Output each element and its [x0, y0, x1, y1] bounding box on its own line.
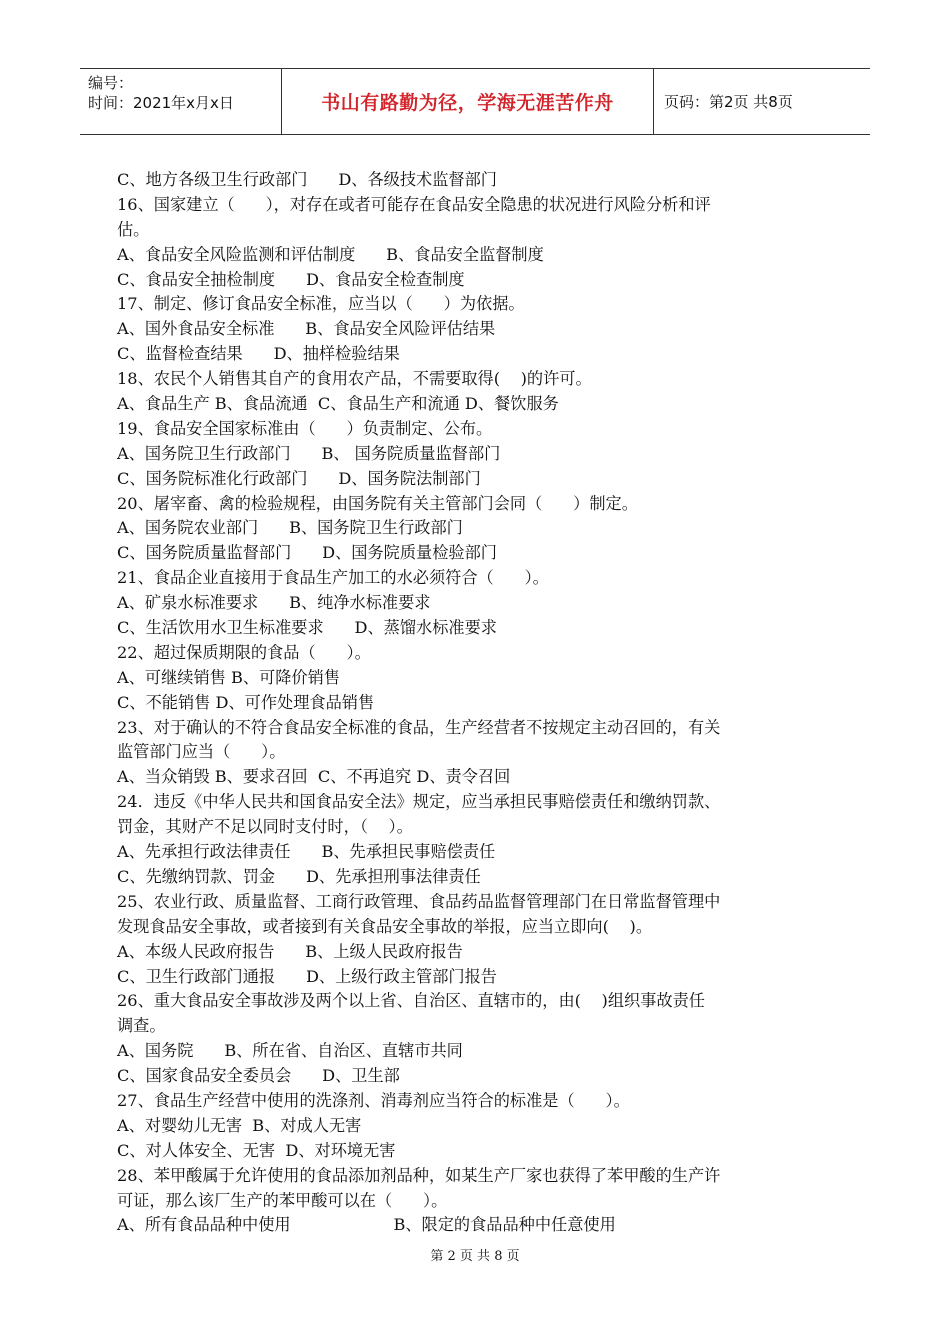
text-line: 23、对于确认的不符合食品安全标准的食品，生产经营者不按规定主动召回的，有关 [117, 717, 721, 737]
text-line: C、地方各级卫生行政部门 D、各级技术监督部门 [117, 170, 497, 189]
text-line: A、矿泉水标准要求 B、纯净水标准要求 [117, 593, 431, 613]
text-line: C、不能销售 D、可作处理食品销售 [117, 692, 375, 712]
text-line: 28、苯甲酸属于允许使用的食品添加剂品种，如某生产厂家也获得了苯甲酸的生产许 [117, 1165, 721, 1185]
text-line: A、当众销毁 B、要求召回 C、不再追究 D、责令召回 [117, 767, 511, 787]
text-line: A、国外食品安全标准 B、食品安全风险评估结果 [117, 319, 496, 339]
document-number-label: 编号： [88, 74, 134, 92]
document-date-label: 时间：2021年x月x日 [88, 94, 234, 112]
document-body [117, 168, 837, 1238]
text-line: A、先承担行政法律责任 B、先承担民事赔偿责任 [117, 842, 496, 862]
text-line: A、本级人民政府报告 B、上级人民政府报告 [117, 941, 463, 961]
text-line: 20、屠宰畜、禽的检验规程，由国务院有关主管部门会同（ ）制定。 [117, 493, 638, 513]
header-motto: 书山有路勤为径，学海无涯苦作舟 [282, 69, 654, 134]
text-line: 罚金，其财产不足以同时支付时，（ ）。 [117, 817, 413, 837]
text-line: A、国务院农业部门 B、国务院卫生行政部门 [117, 518, 463, 538]
text-line: 发现食品安全事故，或者接到有关食品安全事故的举报，应当立即向( )。 [117, 916, 653, 936]
text-line: 21、食品企业直接用于食品生产加工的水必须符合（ ）。 [117, 568, 549, 588]
text-line: 可证，那么该厂生产的苯甲酸可以在（ ）。 [117, 1190, 448, 1210]
page-footer: 第 2 页 共 8 页 [430, 1249, 520, 1264]
header-meta [80, 69, 282, 134]
text-line: 27、食品生产经营中使用的洗涤剂、消毒剂应当符合的标准是（ ）。 [117, 1090, 630, 1110]
text-line: 22、超过保质期限的食品（ ）。 [117, 642, 371, 662]
text-line: C、国务院标准化行政部门 D、国务院法制部门 [117, 468, 481, 488]
text-line: 16、国家建立（ ），对存在或者可能存在食品安全隐患的状况进行风险分析和评 [117, 194, 711, 214]
text-line: 25、农业行政、质量监督、工商行政管理、食品药品监督管理部门在日常监督管理中 [117, 891, 721, 911]
text-line: 18、农民个人销售其自产的食用农产品，不需要取得( )的许可。 [117, 369, 592, 389]
text-line: A、国务院 B、所在省、自治区、直辖市共同 [117, 1041, 463, 1061]
text-line: 17、制定、修订食品安全标准，应当以（ ）为依据。 [117, 294, 525, 314]
text-line: 26、重大食品安全事故涉及两个以上省、自治区、直辖市的，由( )组织事故责任 [117, 991, 705, 1011]
text-line: C、先缴纳罚款、罚金 D、先承担刑事法律责任 [117, 866, 481, 886]
header-page-info: 页码：第2页 共8页 [664, 93, 793, 111]
text-line: A、所有食品品种中使用 B、限定的食品品种中任意使用 [117, 1215, 616, 1235]
text-line: A、可继续销售 B、可降价销售 [117, 667, 340, 687]
text-line: A、国务院卫生行政部门 B、 国务院质量监督部门 [117, 443, 501, 463]
text-line: C、食品安全抽检制度 D、食品安全检查制度 [117, 269, 465, 289]
text-line: C、生活饮用水卫生标准要求 D、蒸馏水标准要求 [117, 618, 497, 638]
text-line: 监管部门应当（ ）。 [117, 742, 286, 762]
text-line: C、国家食品安全委员会 D、卫生部 [117, 1066, 400, 1086]
text-line: 19、食品安全国家标准由（ ）负责制定、公布。 [117, 418, 493, 438]
text-line: 24．违反《中华人民共和国食品安全法》规定，应当承担民事赔偿责任和缴纳罚款、 [117, 792, 721, 812]
text-line: A、食品生产 B、食品流通 C、食品生产和流通 D、餐饮服务 [117, 394, 559, 414]
text-line: A、对婴幼儿无害 B、对成人无害 [117, 1115, 362, 1135]
text-line: C、对人体安全、无害 D、对环境无害 [117, 1140, 396, 1160]
text-line: A、食品安全风险监测和评估制度 B、食品安全监督制度 [117, 244, 544, 264]
text-line: 估。 [117, 219, 150, 239]
text-line: 调查。 [117, 1016, 166, 1036]
text-line: C、国务院质量监督部门 D、国务院质量检验部门 [117, 543, 497, 563]
text-line: C、监督检查结果 D、抽样检验结果 [117, 344, 400, 364]
text-line: C、卫生行政部门通报 D、上级行政主管部门报告 [117, 966, 497, 986]
page-header [80, 68, 870, 135]
